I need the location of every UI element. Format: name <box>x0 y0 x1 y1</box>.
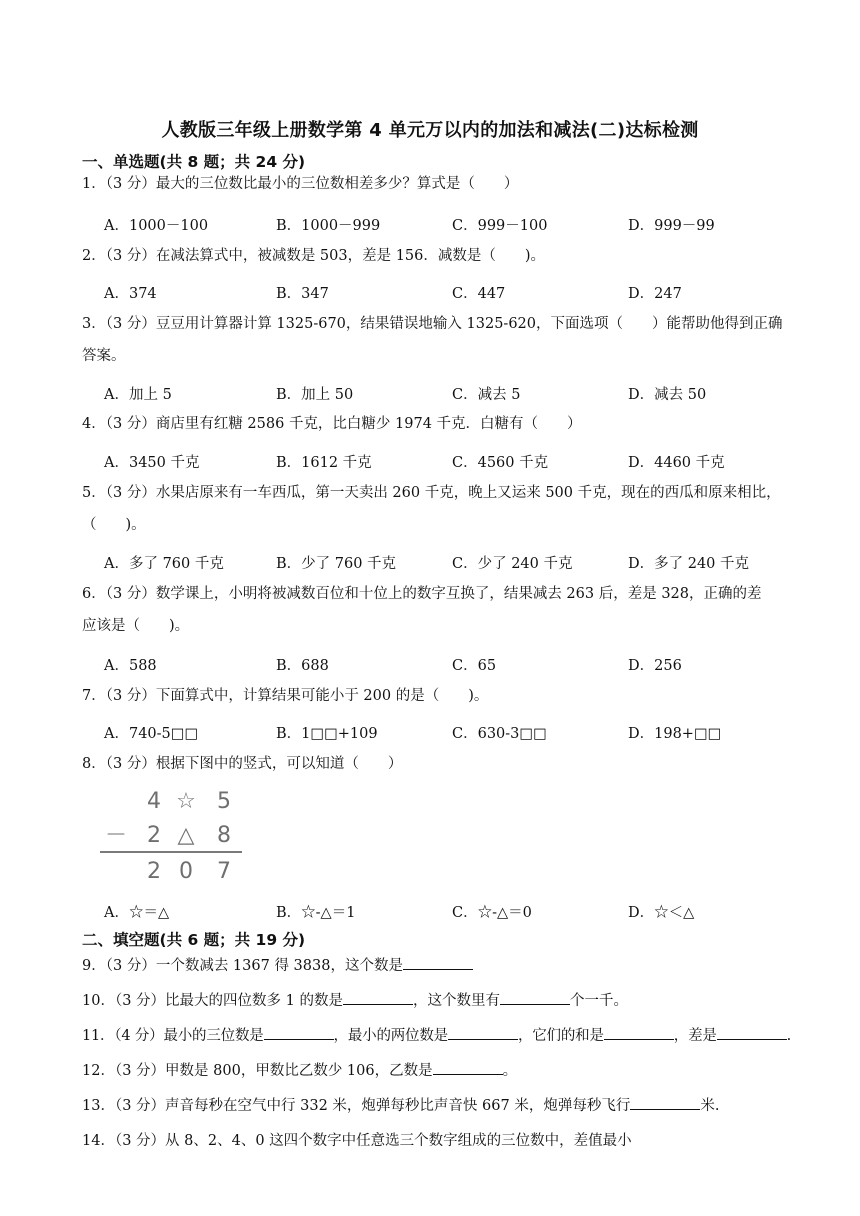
option-a[interactable]: A．740-5□□ <box>104 726 199 742</box>
page-title: 人教版三年级上册数学第 4 单元万以内的加法和减法(二)达标检测 <box>161 120 699 141</box>
answer-blank[interactable] <box>343 990 413 1005</box>
answer-blank[interactable] <box>717 1025 787 1040</box>
option-d[interactable]: D．247 <box>628 286 682 302</box>
options-8 <box>104 901 812 925</box>
question-14 <box>82 1125 812 1157</box>
answer-blank[interactable] <box>630 1095 700 1110</box>
option-c[interactable]: C．4560 千克 <box>452 455 549 471</box>
option-c[interactable]: C．☆-△＝0 <box>452 905 532 921</box>
question-text: （4 分）最小的三位数是 <box>114 1028 264 1044</box>
option-d[interactable]: D．☆＜△ <box>628 905 695 921</box>
question-text: （3 分）甲数是 800，甲数比乙数少 106，乙数是 <box>114 1063 433 1079</box>
question-text: （3 分）声音每秒在空气中行 332 米，炮弹每秒比声音快 667 米，炮弹每秒飞行 <box>114 1098 631 1114</box>
question-number: 11． <box>82 1028 115 1044</box>
question-number: 6． <box>82 586 106 602</box>
question-13 <box>82 1090 812 1122</box>
question-12 <box>82 1055 812 1087</box>
question-number: 1． <box>82 176 106 192</box>
option-b[interactable]: B．347 <box>276 286 329 302</box>
answer-blank[interactable] <box>500 990 570 1005</box>
options-5 <box>104 552 812 576</box>
question-10 <box>82 985 812 1017</box>
question-1 <box>82 168 812 200</box>
question-text-line1: （3 分）数学课上，小明将被减数百位和十位上的数字互换了，结果减去 263 后，差是 328，正确的差 <box>105 586 762 602</box>
digit-tens-result: 0 <box>179 859 193 884</box>
question-number: 14． <box>82 1133 115 1149</box>
option-c[interactable]: C．630-3□□ <box>452 726 547 742</box>
question-text: ，它们的和是 <box>517 1028 604 1044</box>
question-text: （3 分）比最大的四位数多 1 的数是 <box>114 993 343 1009</box>
option-c[interactable]: C．少了 240 千克 <box>452 556 573 572</box>
option-a[interactable]: A．588 <box>104 658 157 674</box>
option-c[interactable]: C．减去 5 <box>452 387 521 403</box>
question-text: （3 分）最大的三位数比最小的三位数相差多少？算式是（ ） <box>105 176 519 192</box>
option-d[interactable]: D．多了 240 千克 <box>628 556 750 572</box>
question-number: 12． <box>82 1063 115 1079</box>
option-c[interactable]: C．999－100 <box>452 218 548 234</box>
question-7 <box>82 680 812 712</box>
option-a[interactable]: A．374 <box>104 286 157 302</box>
question-text: （3 分）从 8、2、4、0 这四个数字中任意选三个数字组成的三位数中，差值最小 <box>114 1133 632 1149</box>
option-a[interactable]: A．多了 760 千克 <box>104 556 224 572</box>
question-3 <box>82 308 812 372</box>
option-b[interactable]: B．加上 50 <box>276 387 354 403</box>
digit-hundreds-mid: 2 <box>147 823 161 848</box>
question-text-line1: （3 分）豆豆用计算器计算 1325-670，结果错误地输入 1325-620，下面选项（ ）能帮助他得到正确 <box>105 316 783 332</box>
digit-ones-mid: 8 <box>217 823 231 848</box>
triangle-symbol: △ <box>177 823 195 848</box>
section-heading-single-choice: 一、单选题(共 8 题；共 24 分) <box>82 153 306 171</box>
question-4 <box>82 408 812 440</box>
star-symbol: ☆ <box>176 789 196 814</box>
answer-blank[interactable] <box>403 955 473 970</box>
answer-blank[interactable] <box>604 1025 674 1040</box>
option-b[interactable]: B．688 <box>276 658 329 674</box>
digit-ones-result: 7 <box>217 859 231 884</box>
question-2 <box>82 240 812 272</box>
option-a[interactable]: A．☆＝△ <box>104 905 170 921</box>
question-text-line2: （ )。 <box>82 517 146 533</box>
digit-ones-top: 5 <box>217 789 231 814</box>
option-d[interactable]: D．999－99 <box>628 218 715 234</box>
option-d[interactable]: D．198+□□ <box>628 726 722 742</box>
question-6 <box>82 578 812 642</box>
minus-sign: － <box>104 823 128 848</box>
options-6 <box>104 654 812 678</box>
question-number: 5． <box>82 485 106 501</box>
question-number: 8． <box>82 756 106 772</box>
question-text: 个一千。 <box>569 993 628 1009</box>
section-heading-fill-in: 二、填空题(共 6 题；共 19 分) <box>82 931 306 949</box>
options-1 <box>104 214 812 238</box>
question-text: （3 分）在减法算式中，被减数是 503，差是 156．减数是（ )。 <box>105 248 546 264</box>
question-text-line2: 答案。 <box>82 348 126 364</box>
answer-blank[interactable] <box>448 1025 518 1040</box>
question-text: （3 分）一个数减去 1367 得 3838，这个数是 <box>105 958 403 974</box>
question-text: ，这个数里有 <box>412 993 500 1009</box>
option-b[interactable]: B．少了 760 千克 <box>276 556 397 572</box>
option-c[interactable]: C．447 <box>452 286 506 302</box>
question-number: 7． <box>82 688 106 704</box>
question-text: （3 分）下面算式中，计算结果可能小于 200 的是（ )。 <box>105 688 489 704</box>
question-text-line1: （3 分）水果店原来有一车西瓜，第一天卖出 260 千克，晚上又运来 500 千克，现在的西瓜和原来相比， <box>105 485 781 501</box>
question-text: ，差是 <box>673 1028 717 1044</box>
option-b[interactable]: B．☆-△＝1 <box>276 905 356 921</box>
question-text: . <box>786 1028 792 1044</box>
answer-blank[interactable] <box>264 1025 334 1040</box>
question-text: 米. <box>700 1098 720 1114</box>
question-9 <box>82 950 812 982</box>
question-number: 13． <box>82 1098 115 1114</box>
digit-hundreds-top: 4 <box>147 789 161 814</box>
question-number: 3． <box>82 316 106 332</box>
option-d[interactable]: D．256 <box>628 658 682 674</box>
option-b[interactable]: B．1□□+109 <box>276 726 378 742</box>
answer-blank[interactable] <box>433 1060 503 1075</box>
question-8 <box>82 748 812 780</box>
option-d[interactable]: D．4460 千克 <box>628 455 725 471</box>
question-text: 。 <box>502 1063 518 1079</box>
option-b[interactable]: B．1000－999 <box>276 218 381 234</box>
question-number: 9． <box>82 958 106 974</box>
question-text: （3 分）商店里有红糖 2586 千克，比白糖少 1974 千克．白糖有（ ） <box>105 416 582 432</box>
question-text: （3 分）根据下图中的竖式，可以知道（ ） <box>105 756 403 772</box>
question-5 <box>82 477 812 541</box>
question-number: 2． <box>82 248 106 264</box>
vertical-subtraction-figure <box>96 784 246 888</box>
option-b[interactable]: B．1612 千克 <box>276 455 372 471</box>
options-2 <box>104 282 812 306</box>
options-3 <box>104 383 812 407</box>
option-c[interactable]: C．65 <box>452 658 497 674</box>
question-number: 10． <box>82 993 115 1009</box>
option-a[interactable]: A．加上 5 <box>104 387 172 403</box>
question-text: ，最小的两位数是 <box>333 1028 448 1044</box>
option-d[interactable]: D．减去 50 <box>628 387 707 403</box>
option-a[interactable]: A．3450 千克 <box>104 455 200 471</box>
options-4 <box>104 451 812 475</box>
question-text-line2: 应该是（ )。 <box>82 618 190 634</box>
question-11 <box>82 1020 812 1052</box>
option-a[interactable]: A．1000－100 <box>104 218 209 234</box>
digit-hundreds-result: 2 <box>147 859 161 884</box>
options-7 <box>104 722 812 746</box>
question-number: 4． <box>82 416 106 432</box>
